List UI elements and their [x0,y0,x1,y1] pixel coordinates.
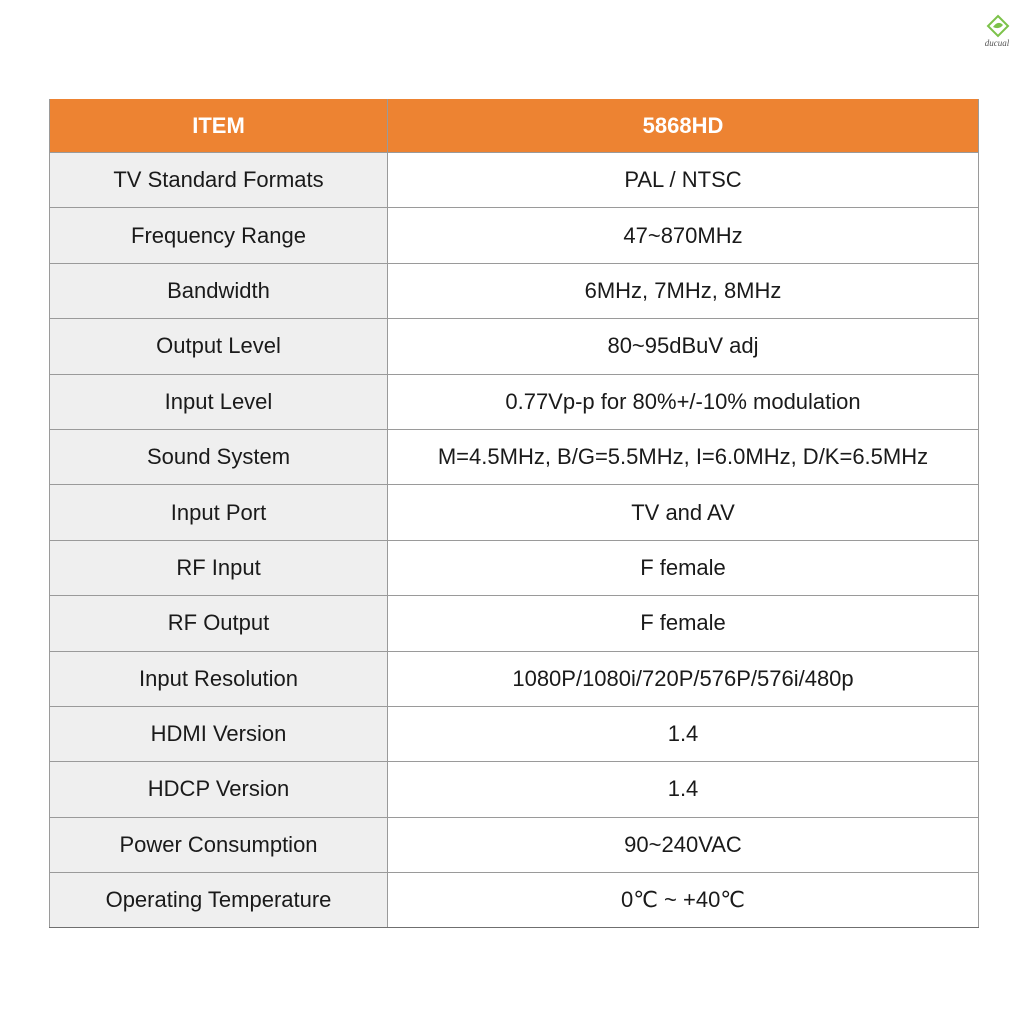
table-row [50,817,979,872]
table-row [50,263,979,318]
table-row [50,208,979,263]
table-row [50,873,979,928]
spec-item-value: 1.4 [388,762,979,817]
spec-item-label: Output Level [50,319,388,374]
spec-table [49,99,979,928]
spec-item-label: RF Output [50,596,388,651]
spec-item-value: 0.77Vp-p for 80%+/-10% modulation [388,374,979,429]
header-item: ITEM [50,99,388,153]
spec-item-value: 90~240VAC [388,817,979,872]
header-model: 5868HD [388,99,979,153]
table-row [50,485,979,540]
spec-item-value: PAL / NTSC [388,153,979,208]
spec-item-value: 80~95dBuV adj [388,319,979,374]
spec-item-value: 0℃ ~ +40℃ [388,873,979,928]
spec-item-label: Frequency Range [50,208,388,263]
table-row [50,374,979,429]
table-row [50,651,979,706]
table-row [50,319,979,374]
spec-item-label: Power Consumption [50,817,388,872]
spec-item-label: Input Port [50,485,388,540]
table-row [50,596,979,651]
spec-item-label: HDMI Version [50,706,388,761]
table-header-row [50,99,979,153]
spec-item-label: RF Input [50,540,388,595]
table-row [50,153,979,208]
spec-item-label: Input Level [50,374,388,429]
spec-item-value: 47~870MHz [388,208,979,263]
spec-item-label: HDCP Version [50,762,388,817]
spec-item-value: 6MHz, 7MHz, 8MHz [388,263,979,318]
table-row [50,540,979,595]
spec-item-value: 1080P/1080i/720P/576P/576i/480p [388,651,979,706]
brand-logo-text: ducual [984,38,1010,48]
table-row [50,762,979,817]
table-row [50,429,979,484]
spec-item-label: Bandwidth [50,263,388,318]
spec-item-value: F female [388,540,979,595]
spec-item-label: Operating Temperature [50,873,388,928]
spec-table-body [50,153,979,928]
spec-item-value: F female [388,596,979,651]
spec-item-label: Sound System [50,429,388,484]
spec-item-value: M=4.5MHz, B/G=5.5MHz, I=6.0MHz, D/K=6.5MHz [388,429,979,484]
spec-item-value: TV and AV [388,485,979,540]
table-row [50,706,979,761]
spec-item-value: 1.4 [388,706,979,761]
spec-item-label: TV Standard Formats [50,153,388,208]
spec-item-label: Input Resolution [50,651,388,706]
